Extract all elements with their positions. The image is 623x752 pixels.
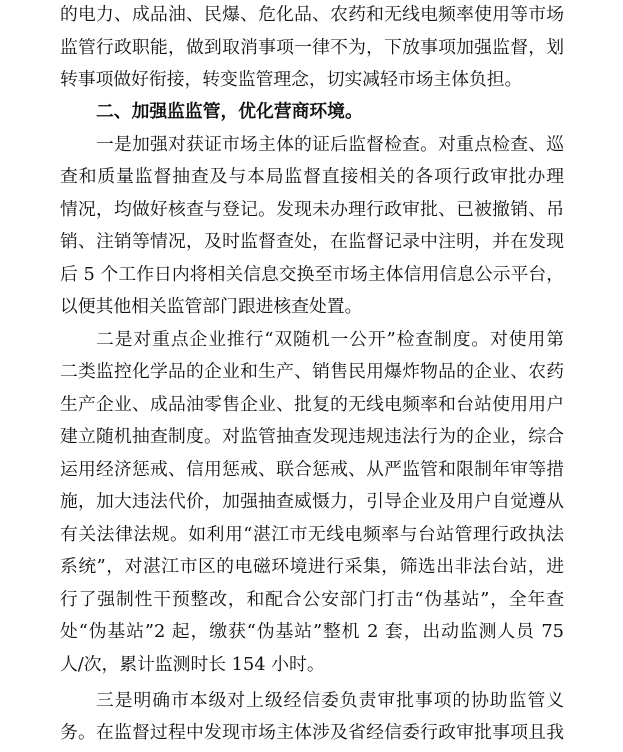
body-text-line: 三是明确市本级对上级经信委负责审批事项的协助监管义: [96, 690, 564, 711]
body-text-line: 运用经济惩戒、信用惩戒、联合惩戒、从严监管和限制年审等措: [60, 459, 564, 480]
body-text-line: 二类监控化学品的企业和生产、销售民用爆炸物品的企业、农药: [60, 361, 564, 382]
body-text-line: 的电力、成品油、民爆、危化品、农药和无线电频率使用等市场: [60, 4, 564, 25]
body-text-line: 情况，均做好核查与登记。发现未办理行政审批、已被撤销、吊: [60, 199, 564, 220]
body-text-line: 系统”，对湛江市区的电磁环境进行采集，筛选出非法台站，进: [60, 556, 564, 577]
body-text-line: 查和质量监督抽查及与本局监督直接相关的各项行政审批办理: [60, 166, 564, 187]
body-text-line: 转事项做好衔接，转变监管理念，切实减轻市场主体负担。: [60, 69, 523, 90]
body-text-line: 监管行政职能，做到取消事项一律不为，下放事项加强监督，划: [60, 37, 564, 58]
body-text-line: 有关法律法规。如利用“湛江市无线电频率与台站管理行政执法: [60, 524, 564, 545]
body-text-line: 施，加大违法代价，加强抽查威慑力，引导企业及用户自觉遵从: [60, 491, 564, 512]
body-text-line: 销、注销等情况，及时监督查处，在监督记录中注明，并在发现: [60, 231, 564, 252]
body-text-line: 生产企业、成品油零售企业、批复的无线电频率和台站使用用户: [60, 394, 564, 415]
body-text-line: 后 5 个工作日内将相关信息交换至市场主体信用信息公示平台，: [60, 264, 564, 285]
body-text-line: 行了强制性干预整改，和配合公安部门打击“伪基站”，全年查: [60, 589, 564, 610]
body-text-line: 人/次，累计监测时长 154 小时。: [60, 654, 325, 675]
body-text-line: 处“伪基站”2 起，缴获“伪基站”整机 2 套，出动监测人员 75: [60, 621, 564, 642]
section-heading: 二、加强监监管，优化营商环境。: [96, 101, 363, 122]
body-text-line: 以便其他相关监管部门跟进核查处置。: [60, 296, 363, 317]
body-text-line: 一是加强对获证市场主体的证后监督检查。对重点检查、巡: [96, 134, 564, 155]
body-text-line: 务。在监督过程中发现市场主体涉及省经信委行政审批事项且我: [60, 722, 564, 743]
body-text-line: 二是对重点企业推行“双随机一公开”检查制度。对使用第: [96, 329, 564, 350]
body-text-line: 建立随机抽查制度。对监管抽查发现违规违法行为的企业，综合: [60, 426, 564, 447]
